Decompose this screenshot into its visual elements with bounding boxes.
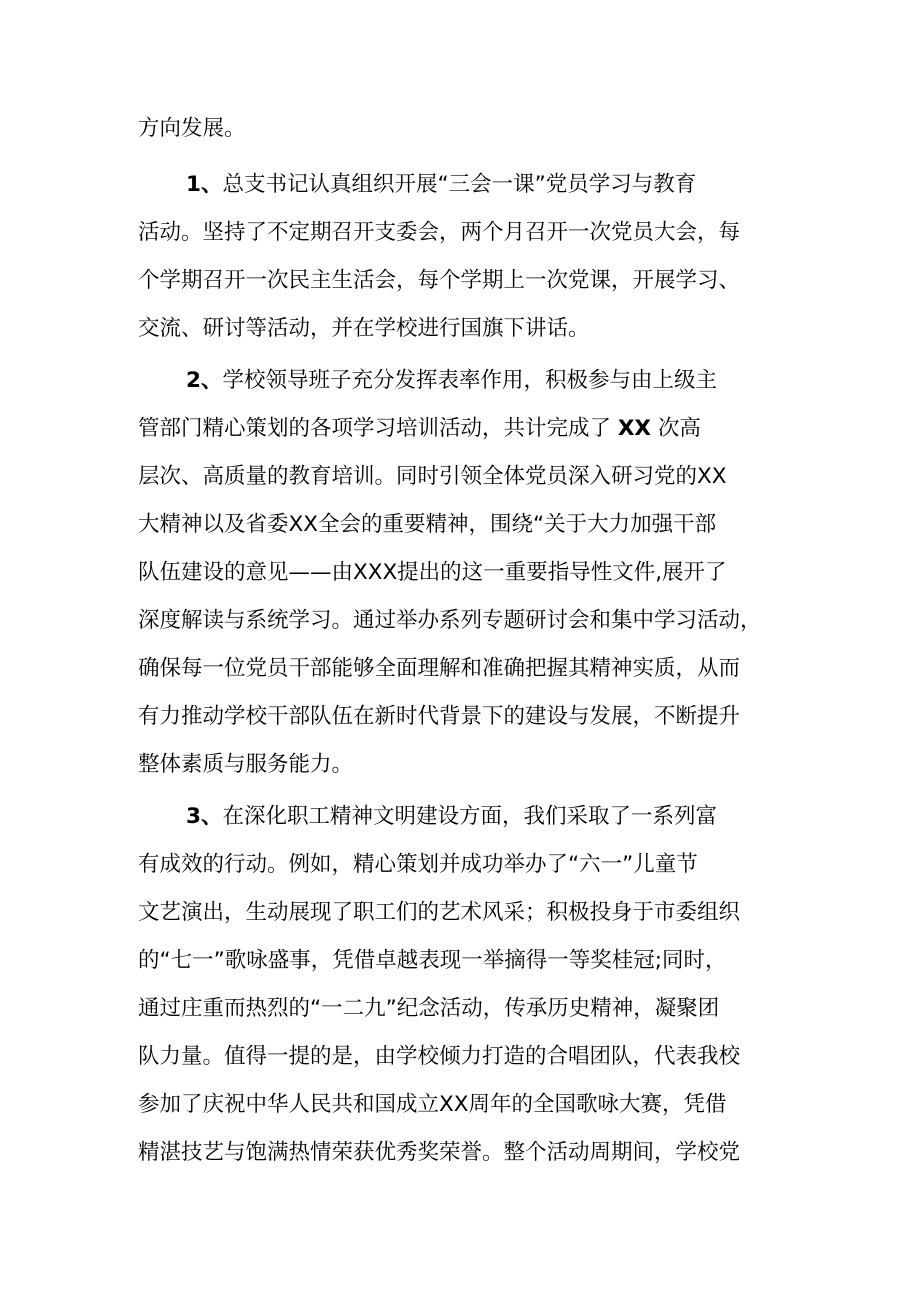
text-line: 在深化职工精神文明建设方面，我们采取了一系列富 xyxy=(222,804,717,829)
text-line: 有力推动学校干部队伍在新时代背景下的建设与发展，不断提升 xyxy=(138,704,741,729)
paragraph-3-first-line xyxy=(186,802,798,832)
text-line: 有成效的行动。例如，精心策划并成功举办了“六一”儿童节 xyxy=(138,852,698,877)
text-line: 队力量。值得一提的是，由学校倾力打造的合唱团队，代表我校 xyxy=(138,1044,741,1069)
text-line: 通过庄重而热烈的“一二九”纪念活动，传承历史精神，凝聚团 xyxy=(138,996,720,1021)
text-line: 交流、研讨等活动，并在学校进行国旗下讲话。 xyxy=(138,316,590,341)
item-number: 3、 xyxy=(186,804,223,829)
text-line: 层次、高质量的教育培训。同时引领全体党员深入研习党的XX xyxy=(138,464,727,489)
bold-count: XX xyxy=(617,416,652,441)
text-line: 方向发展。 xyxy=(138,116,246,141)
text-line: 的“七一”歌咏盛事，凭借卓越表现一举摘得一等奖桂冠;同时， xyxy=(138,948,727,973)
text-line: 精湛技艺与饱满热情荣获优秀奖荣誉。整个活动周期间，学校党 xyxy=(138,1140,741,1165)
item-number: 2、 xyxy=(186,368,223,393)
paragraph-2-first-line xyxy=(186,366,798,396)
paragraph-1-first-line xyxy=(186,170,798,200)
item-number: 1、 xyxy=(186,172,223,197)
text-line: 个学期召开一次民主生活会，每个学期上一次党课，开展学习、 xyxy=(138,268,741,293)
text-segment: 次高 xyxy=(657,416,701,441)
text-line-with-count xyxy=(138,414,798,444)
text-line: 参加了庆祝中华人民共和国成立XX周年的全国歌咏大赛，凭借 xyxy=(138,1092,727,1117)
text-segment: 管部门精心策划的各项学习培训活动，共计完成了 xyxy=(138,416,612,441)
text-line: 文艺演出，生动展现了职工们的艺术风采；积极投身于市委组织 xyxy=(138,900,741,925)
text-line: 深度解读与系统学习。通过举办系列专题研讨会和集中学习活动， xyxy=(138,608,762,633)
text-line: 大精神以及省委XX全会的重要精神，围绕“关于大力加强干部 xyxy=(138,512,717,537)
text-line: 总支书记认真组织开展“三会一课”党员学习与教育 xyxy=(222,172,697,197)
text-line: 队伍建设的意见——由XXX提出的这一重要指导性文件,展开了 xyxy=(138,560,727,585)
text-line: 学校领导班子充分发挥表率作用，积极参与由上级主 xyxy=(222,368,717,393)
text-line: 活动。坚持了不定期召开支委会，两个月召开一次党员大会，每 xyxy=(138,220,741,245)
text-line: 整体素质与服务能力。 xyxy=(138,752,354,777)
text-line: 确保每一位党员干部能够全面理解和准确把握其精神实质，从而 xyxy=(138,656,741,681)
